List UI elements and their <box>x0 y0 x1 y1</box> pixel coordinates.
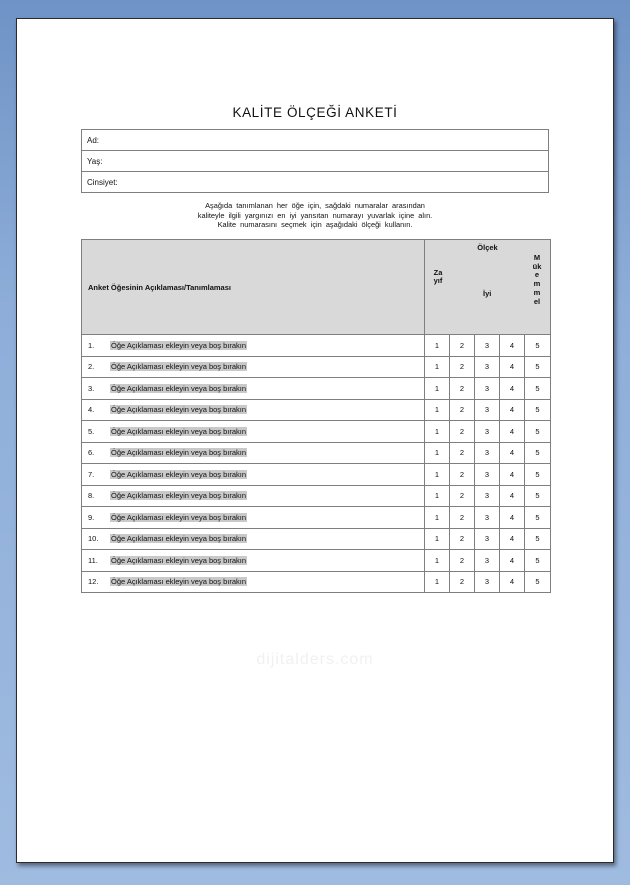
instructions <box>81 201 549 230</box>
item-description[interactable]: Öğe Açıklaması ekleyin veya boş bırakın <box>111 340 247 350</box>
score-option[interactable]: 1 <box>425 378 450 400</box>
score-option[interactable]: 3 <box>475 442 500 464</box>
score-option[interactable]: 1 <box>425 571 450 593</box>
item-description[interactable]: Öğe Açıklaması ekleyin veya boş bırakın <box>111 512 247 522</box>
item-number: 1. <box>88 340 95 350</box>
item-description-cell[interactable] <box>82 507 425 529</box>
table-row <box>82 442 551 464</box>
score-option[interactable]: 1 <box>425 442 450 464</box>
table-row <box>82 335 551 357</box>
item-description[interactable]: Öğe Açıklaması ekleyin veya boş bırakın <box>111 469 247 479</box>
score-option[interactable]: 1 <box>425 399 450 421</box>
table-row <box>82 550 551 572</box>
score-option[interactable]: 1 <box>425 485 450 507</box>
item-description-cell[interactable] <box>82 571 425 593</box>
scale-header <box>425 240 551 335</box>
item-description[interactable]: Öğe Açıklaması ekleyin veya boş bırakın <box>111 405 247 415</box>
item-number: 12. <box>88 577 99 587</box>
respondent-info-table <box>81 129 549 193</box>
scale-title: Ölçek <box>477 243 498 252</box>
score-option[interactable]: 1 <box>425 550 450 572</box>
age-field[interactable] <box>82 151 549 172</box>
score-option[interactable]: 2 <box>450 571 475 593</box>
score-option[interactable]: 1 <box>425 507 450 529</box>
score-option[interactable]: 5 <box>525 421 551 443</box>
scale-low-label: Zayıf <box>433 268 443 286</box>
item-description[interactable]: Öğe Açıklaması ekleyin veya boş bırakın <box>111 362 247 372</box>
table-row <box>82 421 551 443</box>
item-number: 8. <box>88 491 95 501</box>
age-label: Yaş: <box>87 156 103 166</box>
score-option[interactable]: 3 <box>475 421 500 443</box>
score-option[interactable]: 2 <box>450 464 475 486</box>
score-option[interactable]: 5 <box>525 571 551 593</box>
score-option[interactable]: 2 <box>450 421 475 443</box>
score-option[interactable]: 5 <box>525 485 551 507</box>
score-option[interactable]: 5 <box>525 335 551 357</box>
table-row <box>82 464 551 486</box>
item-description-cell[interactable] <box>82 528 425 550</box>
score-option[interactable]: 2 <box>450 442 475 464</box>
item-number: 4. <box>88 405 95 415</box>
scale-high-label: Mükemmel <box>532 253 542 306</box>
item-number: 10. <box>88 534 99 544</box>
document-page <box>16 18 614 863</box>
score-option[interactable]: 5 <box>525 442 551 464</box>
score-option[interactable]: 2 <box>450 528 475 550</box>
score-option[interactable]: 3 <box>475 528 500 550</box>
score-option[interactable]: 3 <box>475 550 500 572</box>
score-option[interactable]: 2 <box>450 356 475 378</box>
score-option[interactable]: 4 <box>500 464 525 486</box>
item-number: 6. <box>88 448 95 458</box>
score-option[interactable]: 5 <box>525 356 551 378</box>
score-option[interactable]: 5 <box>525 550 551 572</box>
gender-field[interactable] <box>82 172 549 193</box>
score-option[interactable]: 1 <box>425 528 450 550</box>
item-number: 7. <box>88 469 95 479</box>
score-option[interactable]: 3 <box>475 335 500 357</box>
item-description-cell[interactable] <box>82 378 425 400</box>
score-option[interactable]: 4 <box>500 442 525 464</box>
table-row <box>82 507 551 529</box>
item-description-cell[interactable] <box>82 356 425 378</box>
watermark: dijitalders.com <box>256 651 374 668</box>
item-description-cell[interactable] <box>82 421 425 443</box>
item-number: 5. <box>88 426 95 436</box>
item-description[interactable]: Öğe Açıklaması ekleyin veya boş bırakın <box>111 555 247 565</box>
score-option[interactable]: 5 <box>525 507 551 529</box>
table-row <box>82 571 551 593</box>
score-option[interactable]: 1 <box>425 335 450 357</box>
item-description[interactable]: Öğe Açıklaması ekleyin veya boş bırakın <box>111 577 247 587</box>
item-number: 9. <box>88 512 95 522</box>
score-option[interactable]: 3 <box>475 571 500 593</box>
survey-table <box>81 239 551 593</box>
item-description[interactable]: Öğe Açıklaması ekleyin veya boş bırakın <box>111 534 247 544</box>
score-option[interactable]: 2 <box>450 335 475 357</box>
score-option[interactable]: 4 <box>500 356 525 378</box>
score-option[interactable]: 2 <box>450 485 475 507</box>
table-row <box>82 485 551 507</box>
score-option[interactable]: 5 <box>525 528 551 550</box>
item-description-cell[interactable] <box>82 442 425 464</box>
item-description-cell[interactable] <box>82 399 425 421</box>
instruction-line: Kalite numarasını seçmek için aşağıdaki ölçeği kullanın. <box>217 220 413 229</box>
score-option[interactable]: 5 <box>525 399 551 421</box>
item-description[interactable]: Öğe Açıklaması ekleyin veya boş bırakın <box>111 491 247 501</box>
item-description-cell[interactable] <box>82 335 425 357</box>
item-description-cell[interactable] <box>82 485 425 507</box>
score-option[interactable]: 2 <box>450 378 475 400</box>
score-option[interactable]: 1 <box>425 464 450 486</box>
description-header: Anket Öğesinin Açıklaması/Tanımlaması <box>82 240 425 335</box>
name-label: Ad: <box>87 135 100 145</box>
item-description[interactable]: Öğe Açıklaması ekleyin veya boş bırakın <box>111 448 247 458</box>
score-option[interactable]: 4 <box>500 485 525 507</box>
score-option[interactable]: 4 <box>500 378 525 400</box>
item-number: 3. <box>88 383 95 393</box>
table-row <box>82 356 551 378</box>
score-option[interactable]: 4 <box>500 507 525 529</box>
instruction-line: kaliteyle ilgili yargınızı en iyi yansıtan numarayı yuvarlak içine alın. <box>197 210 433 220</box>
gender-label: Cinsiyet: <box>87 177 118 187</box>
table-row <box>82 378 551 400</box>
score-option[interactable]: 4 <box>500 399 525 421</box>
score-option[interactable]: 3 <box>475 464 500 486</box>
score-option[interactable]: 4 <box>500 571 525 593</box>
score-option[interactable]: 2 <box>450 399 475 421</box>
score-option[interactable]: 3 <box>475 485 500 507</box>
table-row <box>82 528 551 550</box>
score-option[interactable]: 1 <box>425 356 450 378</box>
score-option[interactable]: 5 <box>525 378 551 400</box>
scale-mid-label: İyi <box>483 289 492 298</box>
score-option[interactable]: 4 <box>500 528 525 550</box>
score-option[interactable]: 2 <box>450 507 475 529</box>
score-option[interactable]: 3 <box>475 356 500 378</box>
score-option[interactable]: 3 <box>475 378 500 400</box>
name-field[interactable] <box>82 130 549 151</box>
score-option[interactable]: 4 <box>500 421 525 443</box>
score-option[interactable]: 4 <box>500 550 525 572</box>
item-description-cell[interactable] <box>82 550 425 572</box>
item-description-cell[interactable] <box>82 464 425 486</box>
score-option[interactable]: 1 <box>425 421 450 443</box>
score-option[interactable]: 5 <box>525 464 551 486</box>
score-option[interactable]: 3 <box>475 399 500 421</box>
item-description[interactable]: Öğe Açıklaması ekleyin veya boş bırakın <box>111 383 247 393</box>
score-option[interactable]: 3 <box>475 507 500 529</box>
score-option[interactable]: 4 <box>500 335 525 357</box>
item-description[interactable]: Öğe Açıklaması ekleyin veya boş bırakın <box>111 426 247 436</box>
page-title: KALİTE ÖLÇEĞİ ANKETİ <box>232 105 398 120</box>
item-number: 11. <box>88 555 98 565</box>
item-number: 2. <box>88 362 95 372</box>
score-option[interactable]: 2 <box>450 550 475 572</box>
instruction-line: Aşağıda tanımlanan her öğe için, sağdaki numaralar arasından <box>205 201 425 210</box>
table-row <box>82 399 551 421</box>
